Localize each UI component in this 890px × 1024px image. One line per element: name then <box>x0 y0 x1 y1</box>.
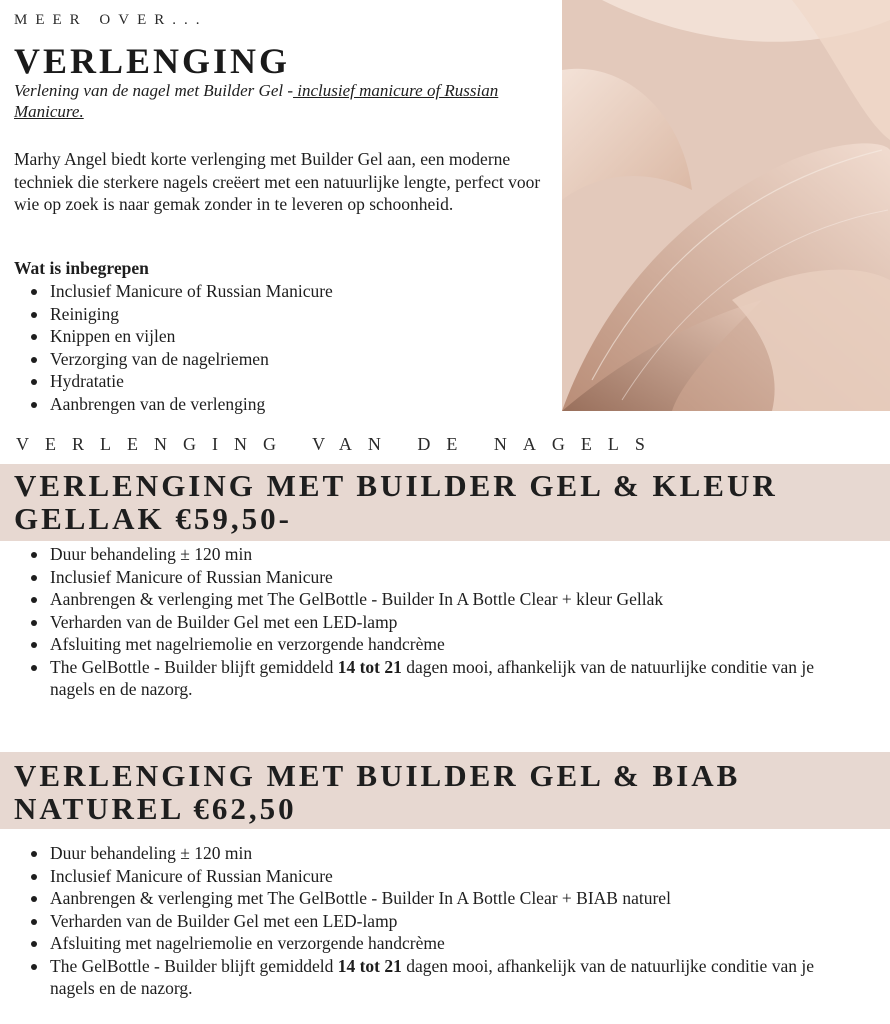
petals-image <box>562 0 890 411</box>
list-item: Verharden van de Builder Gel met een LED-lamp <box>14 611 814 634</box>
duration-text-after: dagen mooi, afhankelijk van de natuurlijke conditie van je nagels en de nazorg. <box>50 656 814 699</box>
list-item: Duur behandeling ± 120 min <box>14 543 814 566</box>
list-item: Knippen en vijlen <box>14 325 554 348</box>
duration-days: 14 tot 21 <box>337 955 402 976</box>
list-item: Aanbrengen & verlenging met The GelBottle - Builder In A Bottle Clear + kleur Gellak <box>14 588 814 611</box>
list-item <box>14 656 814 701</box>
subtitle-link[interactable]: inclusief manicure of Russian Manicure. <box>14 81 499 121</box>
duration-text-before: The GelBottle - Builder blijft gemiddeld <box>50 955 338 976</box>
service-list-gellak <box>14 543 814 701</box>
list-item: Inclusief Manicure of Russian Manicure <box>14 280 554 303</box>
list-item: Aanbrengen van de verlenging <box>14 393 554 416</box>
list-item: Verzorging van de nagelriemen <box>14 348 554 371</box>
list-item: Inclusief Manicure of Russian Manicure <box>14 865 814 888</box>
service-list-biab <box>14 842 814 1000</box>
list-item: Hydratatie <box>14 370 554 393</box>
intro-paragraph: Marhy Angel biedt korte verlenging met Builder Gel aan, een moderne techniek die sterkere nagels creëert met een natuurlijke lengte, perfect voor wie op zoek is naar gemak zonder in te leveren op schoonheid. <box>14 149 541 214</box>
page-subtitle <box>14 80 514 122</box>
list-item: Afsluiting met nagelriemolie en verzorgende handcrème <box>14 633 814 656</box>
list-item: Afsluiting met nagelriemolie en verzorgende handcrème <box>14 932 814 955</box>
petals-illustration <box>562 0 890 411</box>
list-item: Reiniging <box>14 303 554 326</box>
section-label: VERLENGING VAN DE NAGELS <box>16 434 661 454</box>
list-item: Aanbrengen & verlenging met The GelBottle - Builder In A Bottle Clear + BIAB naturel <box>14 887 814 910</box>
list-item: Inclusief Manicure of Russian Manicure <box>14 566 814 589</box>
service-title-gellak: VERLENGING MET BUILDER GEL & KLEUR GELLAK €59,50- <box>0 464 890 541</box>
duration-days: 14 tot 21 <box>337 656 402 677</box>
service-title-biab: VERLENGING MET BUILDER GEL & BIAB NATUREL €62,50 <box>0 752 890 829</box>
list-item <box>14 955 814 1000</box>
included-heading: Wat is inbegrepen <box>14 258 149 278</box>
duration-text-after: dagen mooi, afhankelijk van de natuurlijke conditie van je nagels en de nazorg. <box>50 955 814 998</box>
duration-text-before: The GelBottle - Builder blijft gemiddeld <box>50 656 338 677</box>
subtitle-text: Verlening van de nagel met Builder Gel - <box>14 81 294 100</box>
eyebrow-label: MEER OVER... <box>14 12 208 28</box>
list-item: Verharden van de Builder Gel met een LED-lamp <box>14 910 814 933</box>
page-title: VERLENGING <box>14 41 291 81</box>
included-list <box>14 280 554 415</box>
list-item: Duur behandeling ± 120 min <box>14 842 814 865</box>
